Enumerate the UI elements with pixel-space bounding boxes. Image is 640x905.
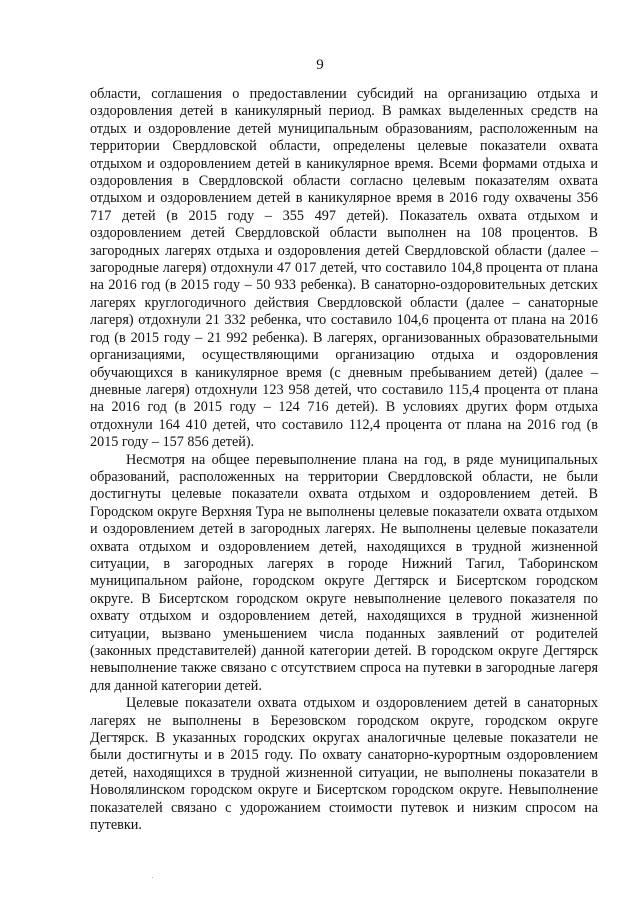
paragraph-1: области, соглашения о предоставлении субсидий на организацию отдыха и оздоровления детей в каникулярный период. В рамках выделенных средств на отдых и оздоровление детей муниципальным образованиям, расположенным на территории Свердловской области, определены целевые показатели охвата отдыхом и оздоровлением детей в каникулярное время. Всеми формами отдыха и оздоровления в Свердловской области согласно целевым показателям охвата отдыхом и оздоровлением детей в каникулярное время в 2016 году охвачены 356 717 детей (в 2015 году – 355 497 детей). Показатель охвата отдыхом и оздоровлением детей Свердловской области выполнен на 108 процентов. В загородных лагерях отдыха и оздоровления детей Свердловской области (далее – загородные лагеря) отдохнули 47 017 детей, что составило 104,8 процента от плана на 2016 год (в 2015 году – 50 933 ребенка). В санаторно-оздоровительных детских лагерях круглогодичного действия Свердловской области (далее – санаторные лагеря) отдохнули 21 332 ребенка, что составило 104,6 процента от плана на 2016 год (в 2015 году – 21 992 ребенка). В лагерях, организованных образовательными организациями, осуществляющими организацию отдыха и оздоровления обучающихся в каникулярное время (с дневным пребыванием детей) (далее – дневные лагеря) отдохнули 123 958 детей, что составило 115,4 процента от плана на 2016 год (в 2015 году – 124 716 детей). В условиях других форм отдыха отдохнули 164 410 детей, что составило 112,4 процента от плана на 2016 год (в 2015 году – 157 856 детей).	[90, 86, 598, 451]
document-body	[90, 86, 598, 834]
paragraph-3: Целевые показатели охвата отдыхом и оздоровлением детей в санаторных лагерях не выполнены в Березовском городском округе, городском округе Дегтярск. В указанных городских округах аналогичные целевые показатели не были достигнуты и в 2015 году. По охвату санаторно-курортным оздоровлением детей, находящихся в трудной жизненной ситуации, не выполнены показатели в Новолялинском городском округе и Бисертском городском округе. Невыполнение показателей связано с удорожанием стоимости путевок и низким спросом на путевки.	[90, 695, 598, 834]
scan-speck	[152, 877, 153, 878]
paragraph-2: Несмотря на общее перевыполнение плана на год, в ряде муниципальных образований, расположенных на территории Свердловской области, не были достигнуты целевые показатели охвата отдыхом и оздоровлением детей. В Городском округе Верхняя Тура не выполнены целевые показатели охвата отдыхом и оздоровлением детей в загородных лагерях. Не выполнены целевые показатели охвата отдыхом и оздоровлением детей, находящихся в трудной жизненной ситуации, в загородных лагерях в городе Нижний Тагил, Таборинском муниципальном районе, городском округе Дегтярск и Бисертском городском округе. В Бисертском городском округе невыполнение целевого показателя по охвату отдыхом и оздоровлением детей, находящихся в трудной жизненной ситуации, вызвано уменьшением числа поданных заявлений от родителей (законных представителей) данной категории детей. В городском округе Дегтярск невыполнение также связано с отсутствием спроса на путевки в загородные лагеря для данной категории детей.	[90, 451, 598, 694]
page-number: 9	[316, 57, 324, 73]
